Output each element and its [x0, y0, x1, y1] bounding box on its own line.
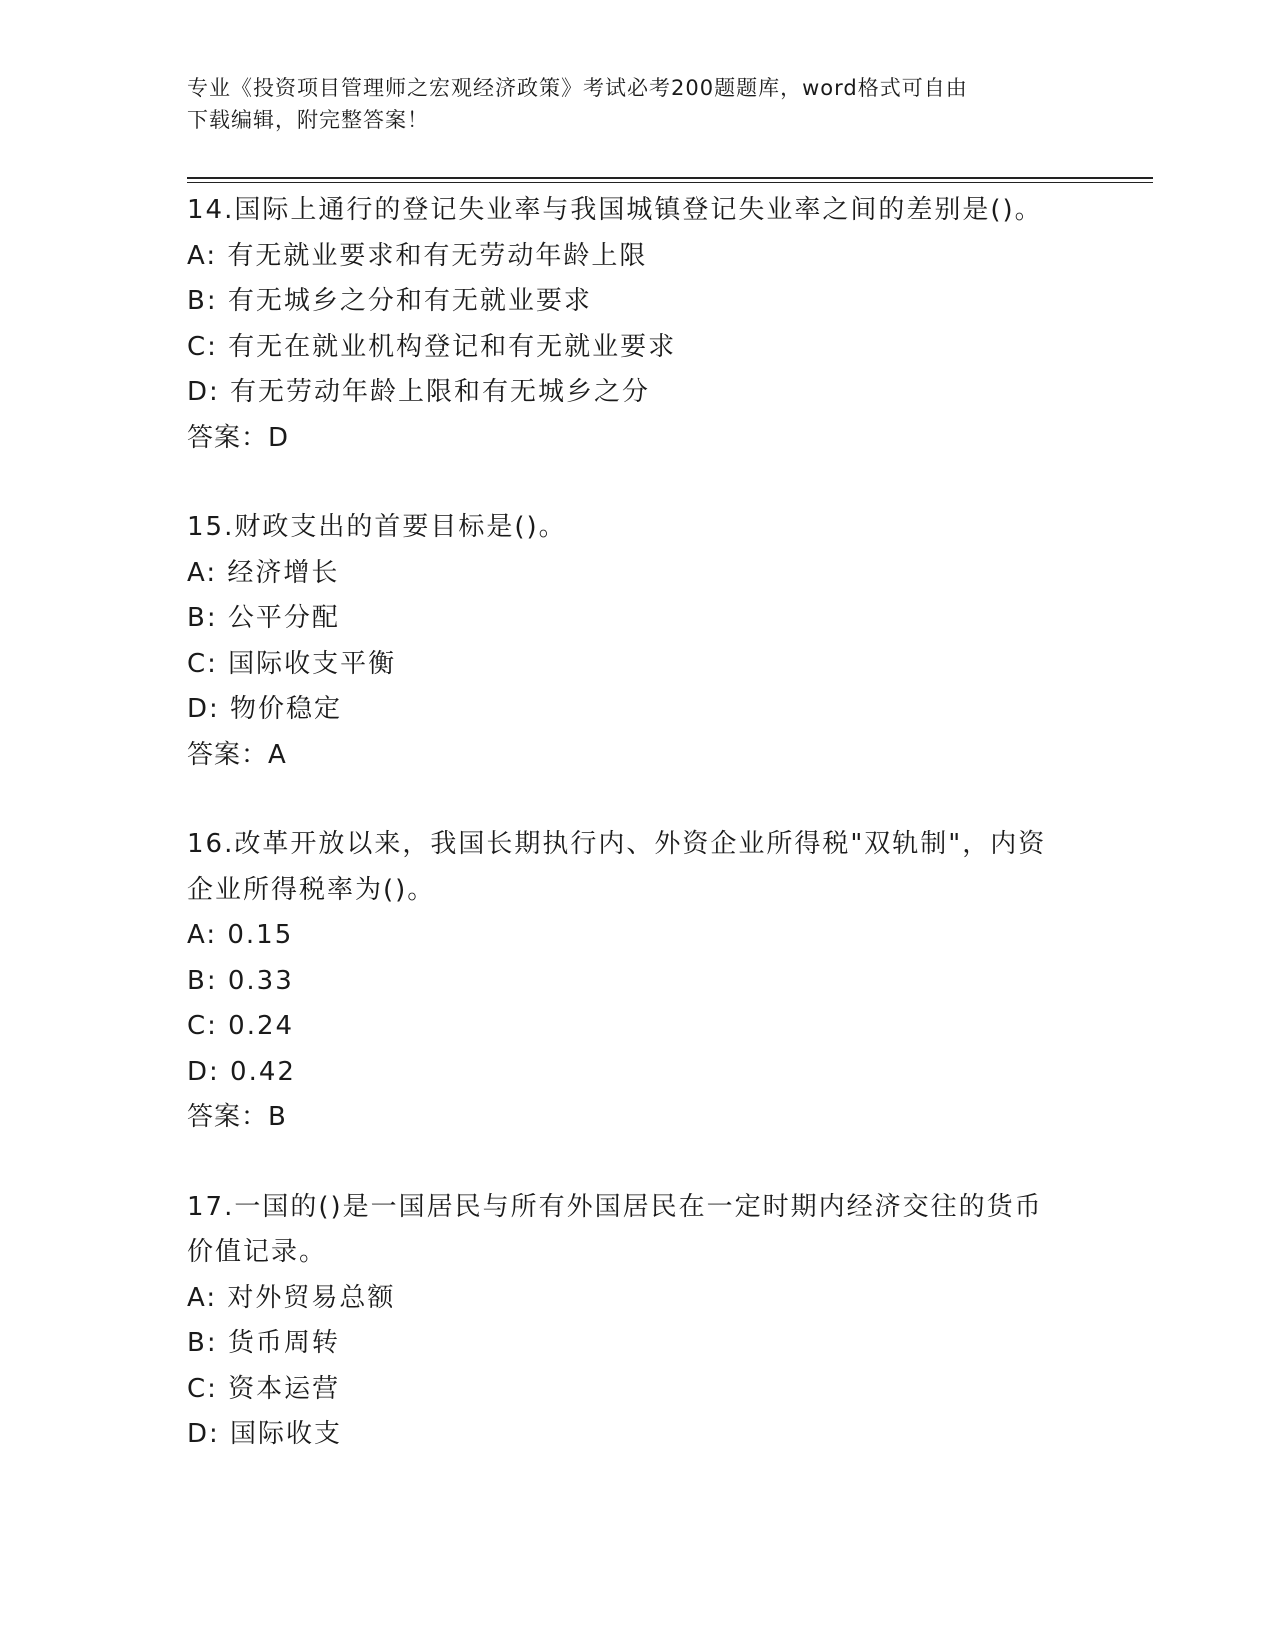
document-header — [187, 72, 1067, 136]
question-stem-line-2: 价值记录。 — [187, 1237, 328, 1267]
answer-value: A — [268, 739, 287, 770]
option-a: A: 有无就业要求和有无劳动年龄上限 — [187, 240, 648, 271]
answer-label: 答案： — [187, 422, 269, 453]
answer-label: 答案： — [187, 739, 269, 770]
option-c: C: 0.24 — [187, 1011, 295, 1041]
question-16 — [187, 822, 1067, 1141]
answer-value: B — [268, 1102, 287, 1132]
option-d: D: 国际收支 — [187, 1419, 343, 1449]
answer-line — [187, 416, 1067, 462]
option-c: C: 有无在就业机构登记和有无就业要求 — [187, 331, 677, 362]
question-15 — [187, 505, 1067, 778]
answer-line — [187, 733, 1067, 779]
option-b: B: 0.33 — [187, 965, 294, 996]
option-a: A: 经济增长 — [187, 557, 340, 588]
question-stem: 15.财政支出的首要目标是()。 — [187, 512, 567, 542]
option-a: A: 对外贸易总额 — [187, 1282, 396, 1313]
option-c: C: 资本运营 — [187, 1373, 341, 1404]
option-c: C: 国际收支平衡 — [187, 648, 397, 679]
question-stem-line-2: 企业所得税率为()。 — [187, 874, 436, 905]
option-a: A: 0.15 — [187, 920, 294, 950]
question-stem-line-1: 16.改革开放以来，我国长期执行内、外资企业所得税"双轨制"，内资 — [187, 829, 1047, 859]
question-list — [187, 188, 1067, 1502]
answer-value: D — [268, 422, 290, 453]
answer-line — [187, 1095, 1067, 1141]
option-d: D: 0.42 — [187, 1056, 296, 1087]
option-b: B: 公平分配 — [187, 603, 340, 633]
question-stem-line-1: 17.一国的()是一国居民与所有外国居民在一定时期内经济交往的货币 — [187, 1191, 1043, 1222]
option-d: D: 有无劳动年龄上限和有无城乡之分 — [187, 377, 651, 407]
option-d: D: 物价稳定 — [187, 694, 343, 724]
header-intro-line-2: 下载编辑，附完整答案！ — [187, 108, 429, 132]
question-17 — [187, 1185, 1067, 1458]
header-divider-thin — [187, 182, 1153, 183]
question-14 — [187, 188, 1067, 461]
answer-label: 答案： — [187, 1102, 269, 1132]
option-b: B: 有无城乡之分和有无就业要求 — [187, 286, 592, 316]
option-b: B: 货币周转 — [187, 1328, 340, 1358]
question-stem: 14.国际上通行的登记失业率与我国城镇登记失业率之间的差别是()。 — [187, 195, 1043, 225]
header-divider-thick — [187, 177, 1153, 179]
header-intro-line-1: 专业《投资项目管理师之宏观经济政策》考试必考200题题库，word格式可自由 — [187, 76, 968, 100]
